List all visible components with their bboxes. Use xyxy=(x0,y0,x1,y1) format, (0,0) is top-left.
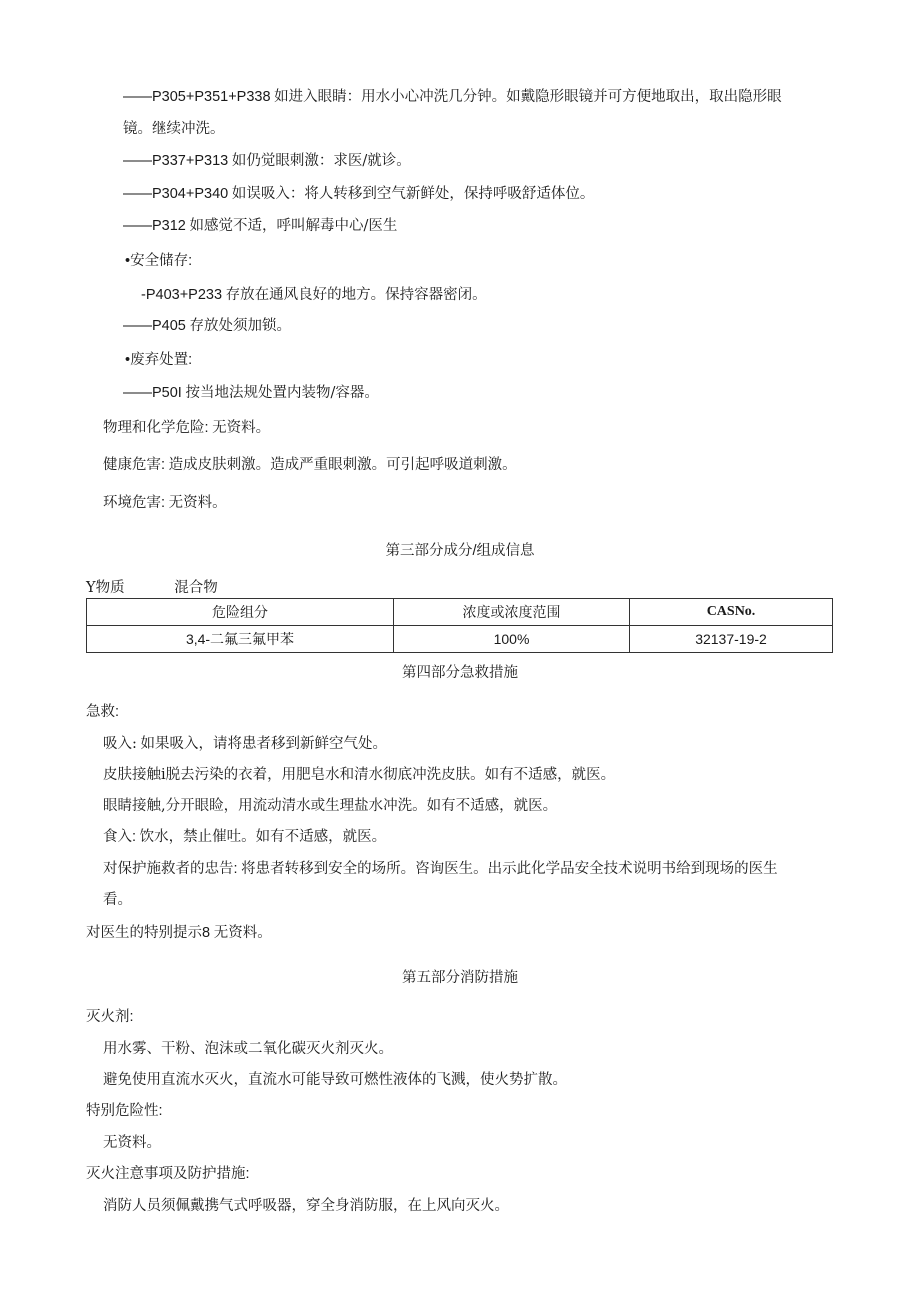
first-aid-rescuer-cont: 看。 xyxy=(103,892,132,908)
table-header-cell: CASNo. xyxy=(630,599,833,626)
disposal-item xyxy=(123,384,379,402)
firefighting-precaution-text: 消防人员须佩戴携气式呼吸器，穿全身消防服，在上风向灭火。 xyxy=(103,1198,509,1214)
precaution-p305 xyxy=(123,88,782,106)
precaution-text: 如进入眼睛：用水小心冲洗几分钟。如戴隐形眼镜并可方便地取出，取出隐形眼 xyxy=(274,89,782,105)
table-cell: 3,4-二氟三氟甲苯 xyxy=(87,626,394,653)
storage-code: ——P405 xyxy=(123,318,186,334)
first-aid-item-text: ,分开眼睑，用流动清水或生理盐水冲洗。如有不适感，就医。 xyxy=(161,798,558,814)
disposal-code: ——P50I xyxy=(123,385,182,401)
hazard-label: 物理和化学危险: xyxy=(103,420,209,436)
first-aid-rescuer xyxy=(103,860,778,878)
precaution-text: 镜。继续冲洗。 xyxy=(123,121,225,137)
precaution-p337 xyxy=(123,152,411,170)
section3-title: 第三部分成分/组成信息 xyxy=(385,543,535,559)
precaution-text: 如仍觉眼刺激：求医/就诊。 xyxy=(231,153,411,169)
storage-code: -P403+P233 xyxy=(141,287,223,303)
disposal-text: 按当地法规处置内装物/容器。 xyxy=(185,385,379,401)
precaution-p312 xyxy=(123,217,397,235)
section5-title: 第五部分消防措施 xyxy=(402,970,518,986)
storage-text: 存放处须加锁。 xyxy=(189,318,291,334)
first-aid-item-label: 眼睛接触 xyxy=(103,798,161,814)
precaution-code: ——P305+P351+P338 xyxy=(123,89,271,105)
substance-label: Y物质 xyxy=(86,580,125,596)
first-aid-skin xyxy=(103,766,615,784)
hazard-text: 造成皮肤刺激。造成严重眼刺激。可引起呼吸道刺激。 xyxy=(168,457,517,473)
composition-table xyxy=(86,598,833,653)
first-aid-item-text: 饮水，禁止催吐。如有不适感，就医。 xyxy=(139,829,387,845)
precaution-text: 如误吸入：将人转移到空气新鲜处，保持呼吸舒适体位。 xyxy=(231,186,595,202)
table-cell: 32137-19-2 xyxy=(630,626,833,653)
first-aid-item-text: 如果吸入，请将患者移到新鲜空气处。 xyxy=(140,736,388,752)
table-header-row xyxy=(87,599,833,626)
precaution-p305-cont xyxy=(123,120,225,138)
storage-text: 存放在通风良好的地方。保持容器密闭。 xyxy=(225,287,487,303)
table-row xyxy=(87,626,833,653)
extinguishing-agent-label: 灭火剂: xyxy=(86,1009,134,1025)
first-aid-item-label: 对保护施救者的忠告: xyxy=(103,861,238,877)
hazard-environment xyxy=(103,494,227,512)
hazard-physical xyxy=(103,419,270,437)
storage-item xyxy=(141,286,487,304)
substance-value: 混合物 xyxy=(174,580,218,596)
storage-item xyxy=(123,317,291,335)
precaution-code: ——P304+P340 xyxy=(123,186,229,202)
table-header-cell: 浓度或浓度范围 xyxy=(394,599,630,626)
first-aid-eye xyxy=(103,797,557,815)
storage-label: •安全储存: xyxy=(125,253,193,269)
precaution-code: ——P312 xyxy=(123,218,186,234)
first-aid-item-label: 食入: xyxy=(103,829,137,845)
hazard-label: 环境危害: xyxy=(103,495,166,511)
first-aid-item-text: i脱去污染的衣着，用肥皂水和清水彻底冲洗皮肤。如有不适感，就医。 xyxy=(161,767,616,783)
disposal-label: •废弃处置: xyxy=(125,352,193,368)
table-cell: 100% xyxy=(394,626,630,653)
special-hazard-text: 无资料。 xyxy=(103,1135,161,1151)
doctor-note-text: 无资料。 xyxy=(213,925,272,941)
hazard-health xyxy=(103,456,517,474)
precaution-p304 xyxy=(123,185,594,203)
first-aid-label: 急救: xyxy=(86,704,120,720)
extinguishing-agent-text: 用水雾、干粉、泡沫或二氧化碳灭火剂灭火。 xyxy=(103,1041,393,1057)
special-hazard-label: 特别危险性: xyxy=(86,1103,163,1119)
first-aid-item-label: 吸入: xyxy=(103,736,137,752)
hazard-text: 无资料。 xyxy=(168,495,227,511)
extinguishing-agent-text: 避免使用直流水灭火，直流水可能导致可燃性液体的飞溅，使火势扩散。 xyxy=(103,1072,567,1088)
precaution-text: 如感觉不适，呼叫解毒中心/医生 xyxy=(189,218,398,234)
section4-title: 第四部分急救措施 xyxy=(402,665,518,681)
table-header-cell: 危险组分 xyxy=(87,599,394,626)
first-aid-inhalation xyxy=(103,735,387,753)
first-aid-ingestion xyxy=(103,828,386,846)
substance-row xyxy=(86,579,218,597)
first-aid-item-text: 将患者转移到安全的场所。咨询医生。出示此化学品安全技术说明书给到现场的医生 xyxy=(241,861,778,877)
hazard-text: 无资料。 xyxy=(212,420,271,436)
doctor-note xyxy=(86,924,272,942)
hazard-label: 健康危害: xyxy=(103,457,166,473)
precaution-code: ——P337+P313 xyxy=(123,153,229,169)
doctor-note-label: 对医生的特别提示8 xyxy=(86,925,211,941)
firefighting-precaution-label: 灭火注意事项及防护措施: xyxy=(86,1166,250,1182)
first-aid-item-label: 皮肤接触 xyxy=(103,767,161,783)
